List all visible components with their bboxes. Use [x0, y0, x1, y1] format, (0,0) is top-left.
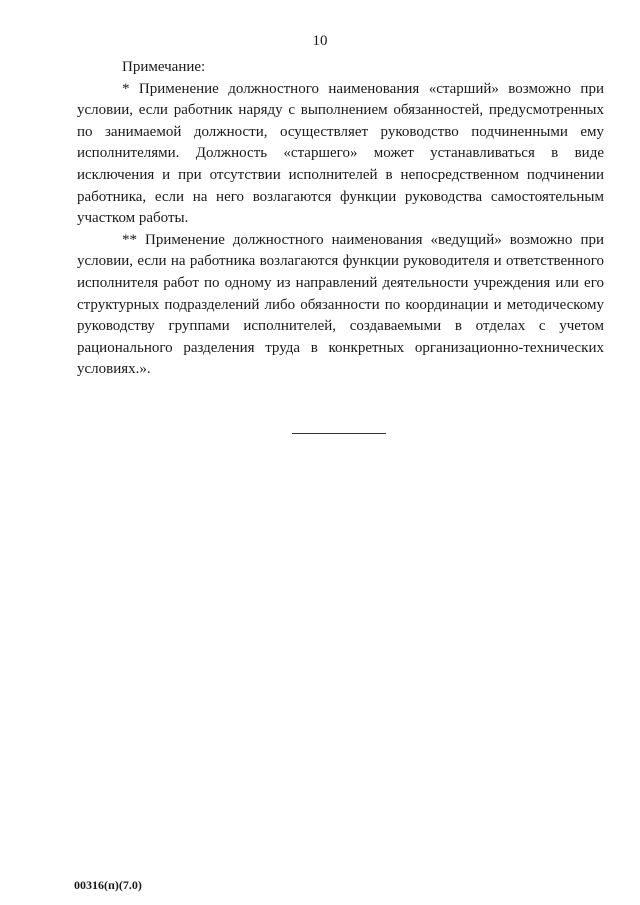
note-section — [77, 57, 604, 381]
page-number: 10 — [312, 33, 328, 49]
document-code: 00316(п)(7.0) — [74, 878, 142, 892]
note-title: Примечание: — [122, 59, 206, 75]
separator-line — [292, 433, 386, 434]
note-paragraph-leading: ** Применение должностного наименования «ведущий» возможно при условии, если на работника возлагаются функции руководителя и ответственного исполнителя работ по одному из направлений деятельности учреждения или его структурных подразделений либо обязанности по координации и методическому руководству группами исполнителей, создаваемыми в отделах с учетом рационального разделения труда в конкретных организационно-технических условиях.». — [77, 231, 604, 378]
note-paragraph-senior: * Применение должностного наименования «старший» возможно при условии, если работник наряду с выполнением обязанностей, предусмотренных по занимаемой должности, осуществляет руководство подчиненными ему исполнителями. Должность «старшего» может устанавливаться в виде исключения и при отсутствии исполнителей в непосредственном подчинении работника, если на него возлагаются функции руководства самостоятельным участком работы. — [77, 80, 604, 227]
